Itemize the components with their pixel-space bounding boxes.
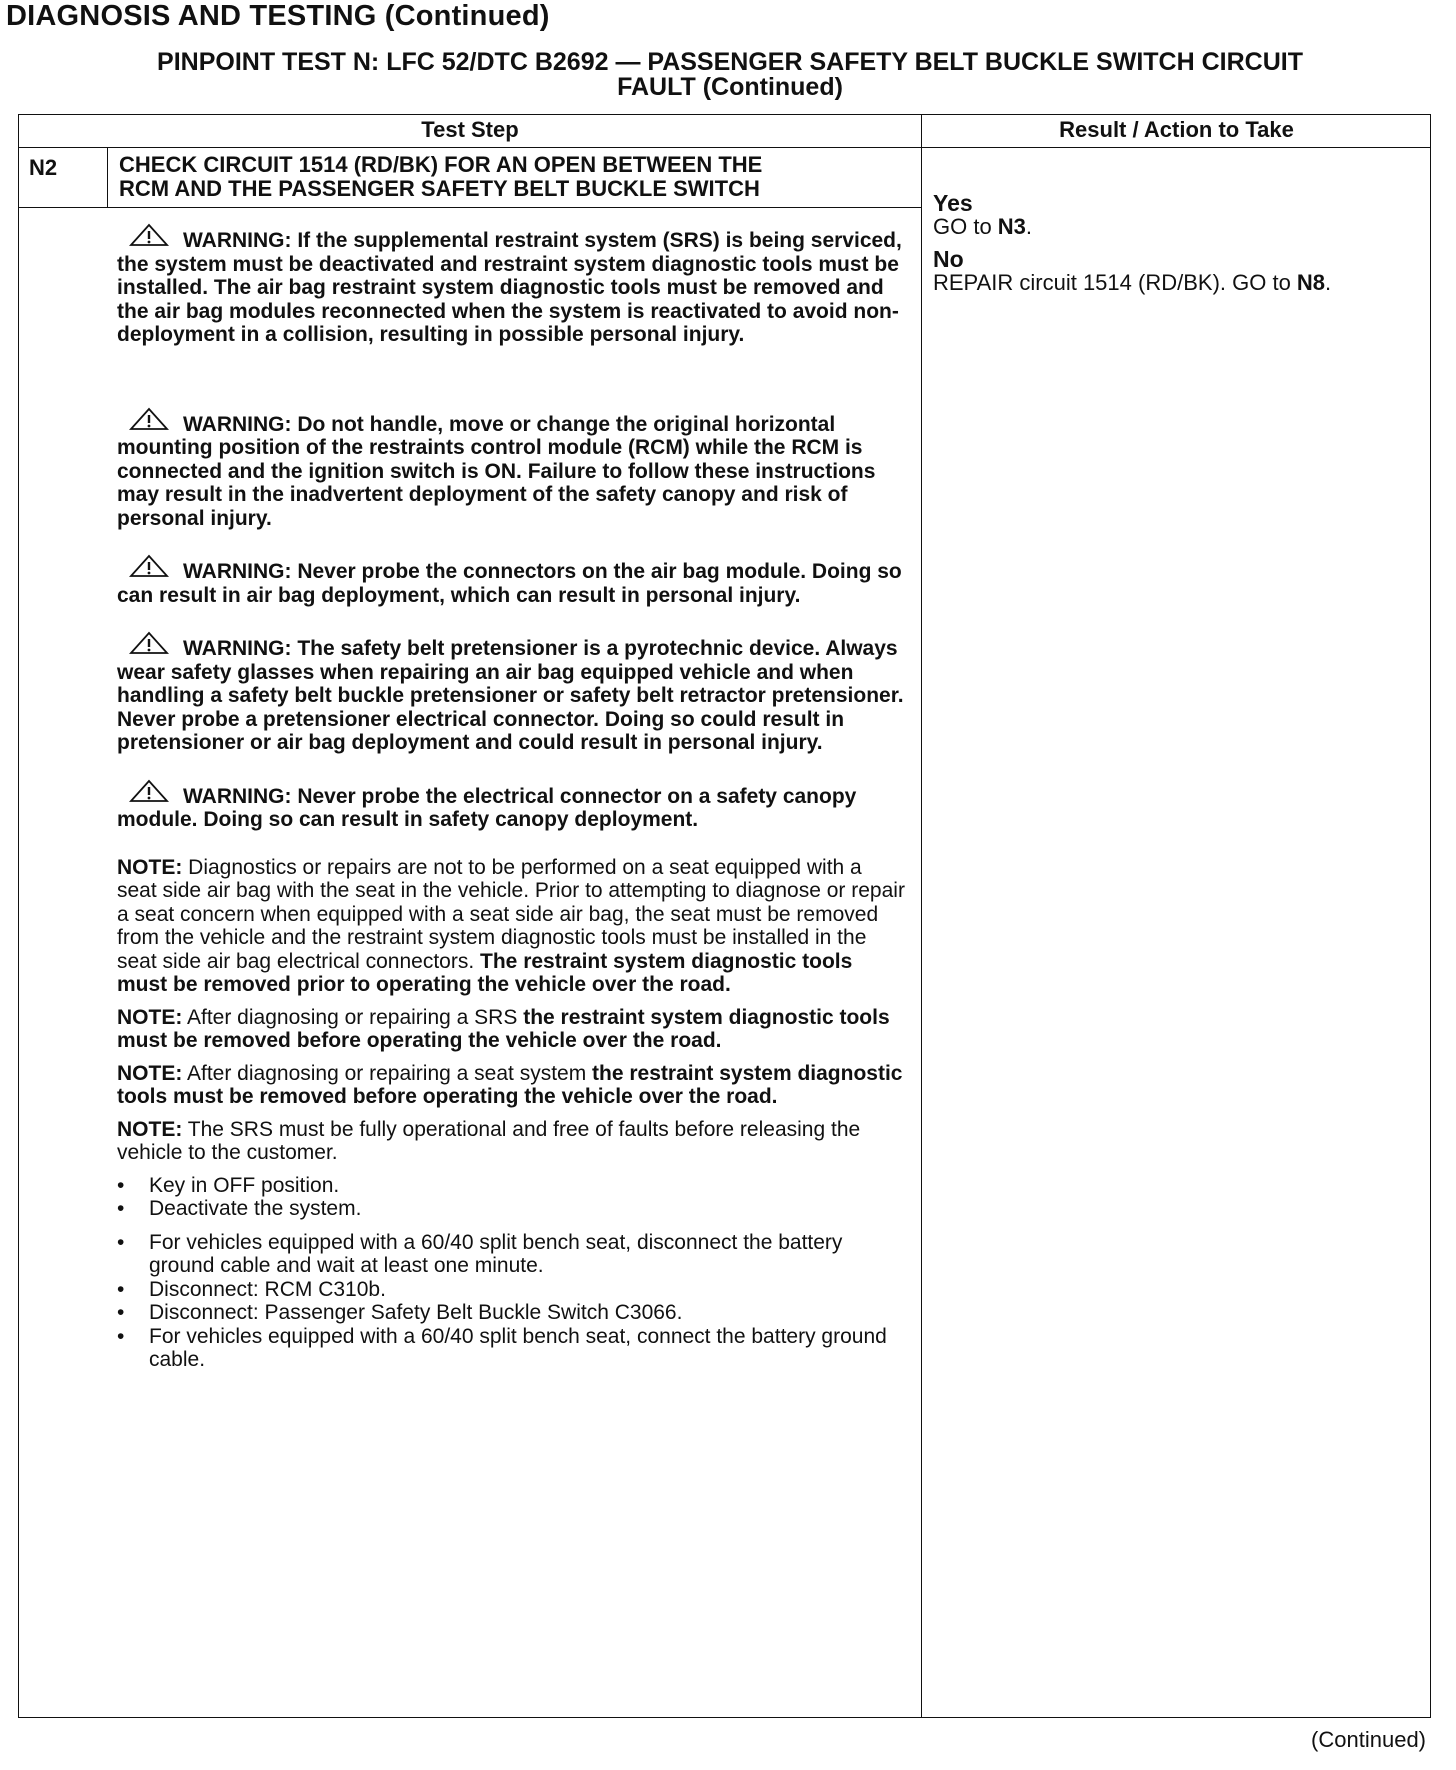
warning-triangle-icon [129, 631, 169, 661]
test-table [18, 114, 1431, 1718]
warning-text: WARNING: Never probe the connectors on the air bag module. Doing so can result in air bag deployment, which can result in personal injury. [117, 560, 902, 607]
step-title-divider [19, 207, 921, 208]
column-divider [921, 115, 922, 1717]
step-title-line-1: CHECK CIRCUIT 1514 (RD/BK) FOR AN OPEN BETWEEN THE [119, 152, 763, 177]
warning-block [117, 779, 907, 832]
pinpoint-test-title [60, 50, 1400, 100]
warning-block [117, 554, 907, 607]
note-text: The SRS must be fully operational and free of faults before releasing the vehicle to the customer. [117, 1117, 861, 1164]
note-text: After diagnosing or repairing a SRS [182, 1005, 524, 1029]
note-block [117, 1118, 907, 1165]
warning-text: WARNING: Never probe the electrical connector on a safety canopy module. Doing so can result in safety canopy deployment. [117, 784, 857, 831]
note-block [117, 1006, 907, 1053]
step-id-divider [107, 147, 108, 208]
note-emphasis: the restraint system diagnostic tools must be removed before operating the vehicle over the road. [117, 1061, 903, 1108]
note-label: NOTE: [117, 1117, 183, 1141]
result-yes-label: Yes [933, 190, 973, 216]
test-title-line-1: PINPOINT TEST N: LFC 52/DTC B2692 — PASSENGER SAFETY BELT BUCKLE SWITCH CIRCUIT [157, 48, 1303, 76]
note-text: After diagnosing or repairing a seat system [182, 1061, 593, 1085]
warning-block [117, 631, 907, 755]
action-list-item: • Disconnect: RCM C310b. [117, 1278, 907, 1302]
warning-block [117, 407, 907, 531]
warning-text: WARNING: Do not handle, move or change the original horizontal mounting position of the restraints control module (RCM) while the RCM is connected and the ignition switch is ON. Failure to follow these instructions may result in the inadvertent deployment of the safety canopy and risk of personal injury. [117, 412, 876, 530]
note-text: Diagnostics or repairs are not to be performed on a seat equipped with a seat side air bag with the seat in the vehicle. Prior to attempting to diagnose or repair a seat concern when equipped with a seat side air bag, the seat must be removed from the vehicle and the restraint system diagnostic tools must be installed in the seat side air bag electrical connectors. [117, 855, 905, 973]
warning-text: WARNING: The safety belt pretensioner is a pyrotechnic device. Always wear safety glasses when repairing an air bag equipped vehicle and when handling a safety belt buckle pretensioner or safety belt retractor pretensioner. Never probe a pretensioner electrical connector. Doing so could result in pretensioner or air bag deployment and could result in personal injury. [117, 637, 904, 754]
step-title-line-2: RCM AND THE PASSENGER SAFETY BELT BUCKLE SWITCH [119, 176, 760, 201]
result-yes-text: GO to N3. [933, 214, 1033, 239]
test-title-line-2: FAULT (Continued) [617, 73, 843, 101]
note-emphasis: the restraint system diagnostic tools must be removed before operating the vehicle over the road. [117, 1005, 890, 1052]
page-title: DIAGNOSIS AND TESTING (Continued) [6, 0, 550, 32]
action-list-item: • Deactivate the system. [117, 1197, 907, 1221]
header-result-action: Result / Action to Take [1059, 117, 1294, 142]
header-test-step: Test Step [421, 117, 519, 142]
result-action [933, 191, 1423, 303]
yes-target-step: N3 [997, 214, 1026, 239]
action-list-item: • Key in OFF position. [117, 1174, 907, 1198]
note-block [117, 1062, 907, 1109]
result-no-label: No [933, 246, 964, 272]
action-list-item: • For vehicles equipped with a 60/40 split bench seat, connect the battery ground cable. [117, 1325, 907, 1372]
note-label: NOTE: [117, 855, 183, 879]
step-title [119, 153, 909, 201]
note-emphasis: The restraint system diagnostic tools must be removed prior to operating the vehicle over the road. [117, 949, 853, 996]
warning-triangle-icon [129, 554, 169, 584]
note-label: NOTE: [117, 1061, 183, 1085]
note-label: NOTE: [117, 1005, 183, 1029]
warning-triangle-icon [129, 407, 169, 437]
step-id: N2 [29, 155, 58, 180]
header-divider [19, 147, 1430, 148]
warning-triangle-icon [129, 223, 169, 253]
action-list-item: • Disconnect: Passenger Safety Belt Buckle Switch C3066. [117, 1301, 907, 1325]
warning-text: WARNING: If the supplemental restraint system (SRS) is being serviced, the system must be deactivated and restraint system diagnostic tools must be installed. The air bag restraint system diagnostic tools must be removed and the air bag modules reconnected when the system is reactivated to avoid non-deployment in a collision, resulting in possible personal injury. [117, 229, 902, 346]
continued-label: (Continued) [1311, 1727, 1426, 1752]
result-no-text: REPAIR circuit 1514 (RD/BK). GO to N8. [933, 270, 1332, 295]
test-step-body [117, 223, 907, 1372]
note-block [117, 856, 907, 997]
no-target-step: N8 [1296, 270, 1326, 295]
action-list [117, 1174, 907, 1372]
warning-triangle-icon [129, 779, 169, 809]
warning-block [117, 223, 907, 347]
action-list-item: • For vehicles equipped with a 60/40 split bench seat, disconnect the battery ground cable and wait at least one minute. [117, 1231, 907, 1278]
